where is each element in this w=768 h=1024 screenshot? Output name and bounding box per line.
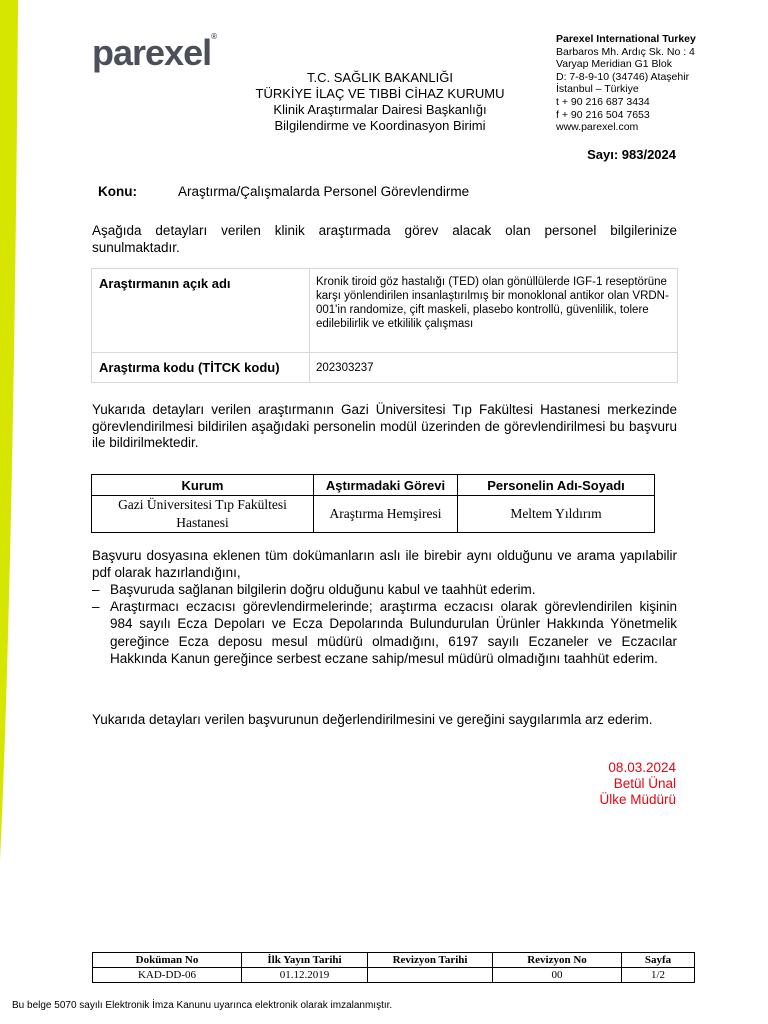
staff-table — [91, 474, 655, 533]
column-header: Kurum — [92, 475, 314, 496]
electronic-signature-notice: Bu belge 5070 sayılı Elektronik İmza Kanunu uyarınca elektronik olarak imzalanmıştır. — [12, 1000, 393, 1011]
signature-block — [480, 760, 676, 808]
table-row — [92, 496, 655, 533]
declaration-item-1: Başvuruda sağlanan bilgilerin doğru olduğunu kabul ve taahhüt ederim. — [110, 582, 536, 597]
company-fax: f + 90 216 504 7653 — [556, 108, 650, 121]
list-item — [92, 598, 677, 667]
column-header: Aştırmadaki Görevi — [314, 475, 458, 496]
column-header: Doküman No — [93, 953, 242, 968]
subject-label: Konu: — [98, 184, 137, 199]
column-header: Revizyon Tarihi — [368, 953, 493, 968]
table-header-row — [93, 953, 695, 968]
dash-marker: – — [92, 599, 100, 615]
company-phone: t + 90 216 687 3434 — [556, 95, 650, 108]
column-header: Personelin Adı-Soyadı — [458, 475, 655, 496]
column-header: Revizyon No — [493, 953, 622, 968]
header-line-4: Bilgilendirme ve Koordinasyon Birimi — [274, 118, 486, 133]
closing-paragraph: Yukarıda detayları verilen başvurunun değerlendirilmesini ve gereğini saygılarımla arz ederim. — [92, 712, 653, 727]
first-publish-date: 01.12.2019 — [242, 968, 368, 983]
study-code-value: 202303237 — [310, 353, 678, 383]
column-header: İlk Yayın Tarihi — [242, 953, 368, 968]
company-website: www.parexel.com — [556, 121, 639, 134]
company-address-line: Varyap Meridian G1 Blok — [556, 58, 672, 71]
table-row — [92, 353, 678, 383]
declaration-item-2: Araştırmacı eczacısı görevlendirmelerinde; araştırma eczacısı olarak görevlendirilen kişinin 984 sayılı Ecza Depoları ve Ecza Depolarında Bulundurulan Ürünler Hakkında Yönetmelik gereğince Ecza deposu mesul müdürü olmadığını, 6197 sayılı Eczaneler ve Eczacılar Hakkında Kanun gereğince serbest eczane sahip/mesul müdürü olmadığını taahhüt ederim. — [110, 599, 677, 666]
logo-text: parexel — [92, 32, 212, 73]
column-header: Sayfa — [622, 953, 695, 968]
table-header-row — [92, 475, 655, 496]
company-address-line: D: 7-8-9-10 (34746) Ataşehir — [556, 70, 690, 83]
revision-number: 00 — [493, 968, 622, 983]
company-name: Parexel International Turkey — [556, 33, 696, 45]
declaration-list — [92, 581, 677, 667]
dash-marker: – — [92, 582, 100, 597]
header-line-2: TÜRKİYE İLAÇ VE TIBBİ CİHAZ KURUMU — [255, 86, 505, 101]
table-row — [92, 269, 678, 353]
company-address-line: Barbaros Mh. Ardıç Sk. No : 4 — [556, 45, 695, 58]
logo-registered-mark: ® — [211, 32, 216, 41]
document-number: KAD-DD-06 — [93, 968, 242, 983]
study-info-table — [91, 268, 678, 383]
institution-cell: Gazi Üniversitesi Tıp Fakültesi Hastanesi — [92, 496, 314, 533]
page-number: 1/2 — [622, 968, 695, 983]
person-name-cell: Meltem Yıldırım — [458, 496, 655, 533]
declaration-intro: Başvuru dosyasına eklenen tüm dokümanların aslı ile birebir aynı olduğunu ve arama yapılabilir pdf olarak hazırlandığını, — [92, 548, 677, 580]
company-address-line: İstanbul – Türkiye — [556, 83, 639, 96]
document-info-table — [92, 952, 695, 983]
company-address — [556, 33, 766, 134]
header-line-1: T.C. SAĞLIK BAKANLIĞI — [307, 70, 453, 85]
table-row — [93, 968, 695, 983]
signatory-name: Betül Ünal — [613, 776, 676, 791]
subject-text: Araştırma/Çalışmalarda Personel Görevlendirme — [178, 184, 470, 199]
list-item — [92, 581, 677, 598]
study-code-label: Araştırma kodu (TİTCK kodu) — [92, 353, 310, 383]
signature-date: 08.03.2024 — [608, 760, 676, 775]
study-title-value: Kronik tiroid göz hastalığı (TED) olan gönüllülerde IGF-1 reseptörüne karşı yönlendirilen insanlaştırılmış bir monoklonal antikor olan VRDN-001'in randomize, çift maskeli, plasebo kontrollü, güvenlilik, tolere edilebilirlik ve etkililik çalışması — [310, 269, 678, 353]
signatory-title: Ülke Müdürü — [599, 792, 676, 807]
recipient-header — [200, 70, 560, 134]
notification-paragraph: Yukarıda detayları verilen araştırmanın Gazi Üniversitesi Tıp Fakültesi Hastanesi merkezinde görevlendirilmesi bildirilen aşağıdaki personelin modül üzerinden de görevlendirilmesi bu başvuru ile bildirilmektedir. — [92, 402, 677, 450]
revision-date — [368, 968, 493, 983]
intro-paragraph: Aşağıda detayları verilen klinik araştırmada görev alacak olan personel bilgilerinize sunulmaktadır. — [92, 223, 677, 255]
role-cell: Araştırma Hemşiresi — [314, 496, 458, 533]
header-line-3: Klinik Araştırmalar Dairesi Başkanlığı — [273, 102, 487, 117]
reference-number: Sayı: 983/2024 — [587, 147, 676, 162]
study-title-label: Araştırmanın açık adı — [92, 269, 310, 353]
parexel-logo — [92, 32, 216, 74]
